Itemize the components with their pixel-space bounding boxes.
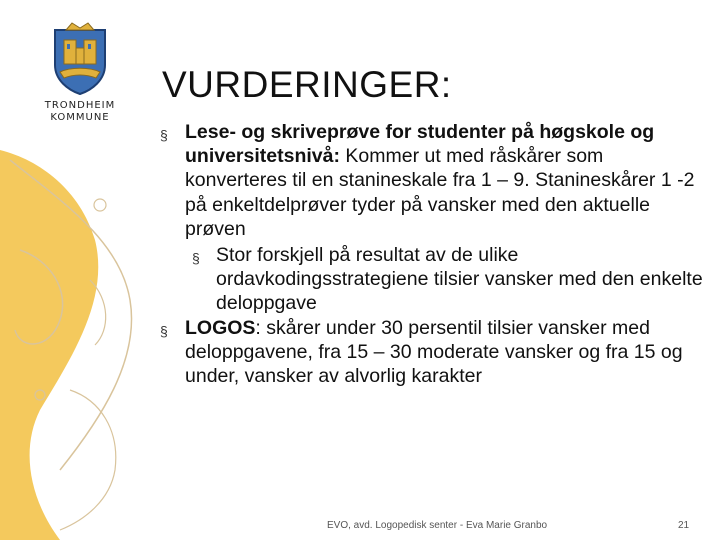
- bullet-item-3: [160, 316, 705, 389]
- bullet-item-1: [160, 120, 705, 241]
- page-number: 21: [678, 520, 690, 531]
- bullet-3-bold: LOGOS: [185, 316, 256, 339]
- logo-wordmark: [30, 100, 130, 124]
- logo-line-1: TRONDHEIM: [44, 100, 116, 111]
- bullet-1-text: Kommer ut med råskårer som konverteres til en stanineskale fra 1 – 9. Stanineskårer 1 -2 på enkeltdelprøver tyder på vansker med den aktuelle prøven: [185, 145, 695, 240]
- bullet-list: [160, 120, 705, 388]
- bullet-item-2: [160, 243, 705, 316]
- trondheim-logo: [30, 20, 130, 135]
- coat-of-arms-icon: [50, 20, 110, 95]
- square-bullet-icon: §: [192, 250, 200, 267]
- bullet-3-text: : skårer under 30 persentil tilsier vansker med deloppgavene, fra 15 – 30 moderate vansker og fra 15 og under, vansker av alvorlig karakter: [185, 316, 683, 388]
- logo-line-2: KOMMUNE: [50, 112, 110, 123]
- slide-title: VURDERINGER:: [162, 64, 452, 105]
- bullet-1-bold: Lese- og skriveprøve for studenter på høgskole og universitetsnivå:: [185, 121, 655, 168]
- bullet-2-text: Stor forskjell på resultat av de ulike ordavkodingsstrategiene tilsier vansker med den enkelte deloppgave: [216, 244, 703, 315]
- square-bullet-icon: §: [160, 322, 168, 339]
- footer-text: EVO, avd. Logopedisk senter - Eva Marie Granbo: [327, 520, 548, 531]
- square-bullet-icon: §: [160, 127, 168, 143]
